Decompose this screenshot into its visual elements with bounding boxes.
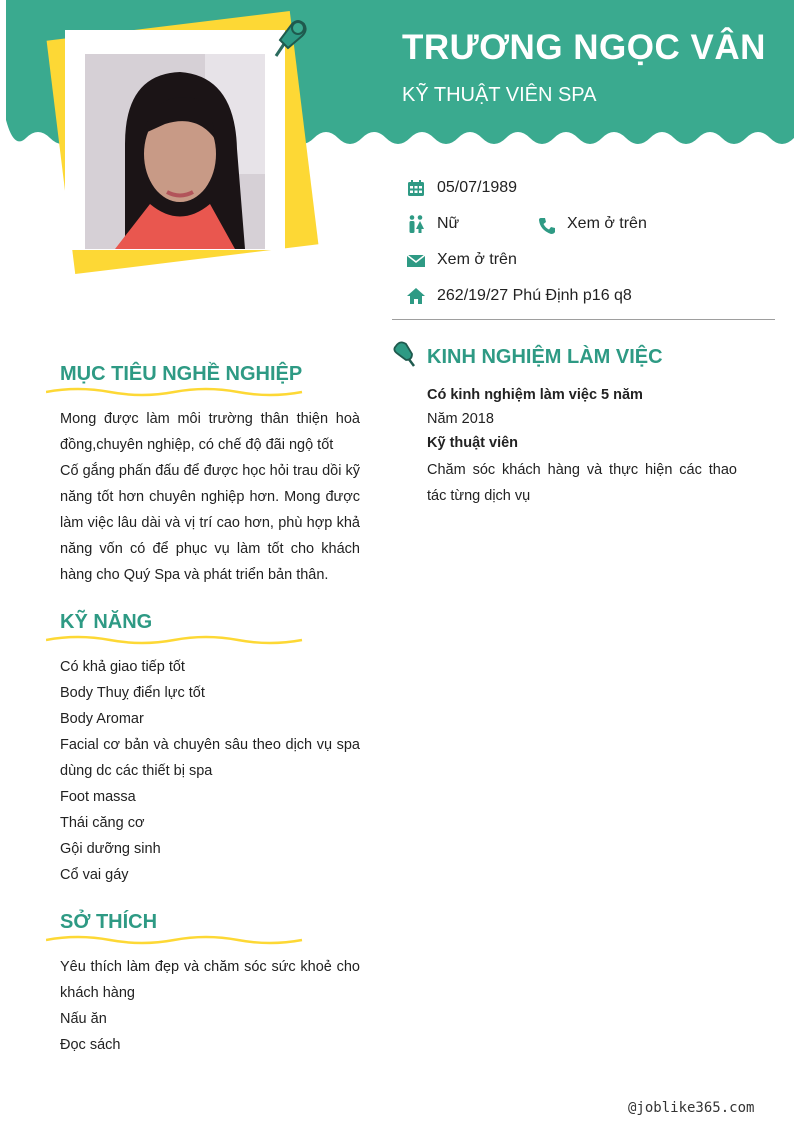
skills-list [60, 654, 360, 888]
home-icon [406, 286, 426, 306]
pin-icon [392, 340, 418, 368]
contact-divider [392, 319, 775, 320]
gender-icon [406, 214, 426, 234]
title-underline [46, 634, 304, 646]
hobbies-list [60, 954, 360, 1058]
hobbies-title: SỞ THÍCH [60, 911, 158, 933]
experience-company: Có kinh nghiệm làm việc 5 năm [427, 387, 643, 403]
list-item: Foot massa [60, 789, 136, 805]
email-text: Xem ở trên [437, 251, 517, 268]
candidate-name: TRƯƠNG NGỌC VÂN [402, 28, 766, 67]
email-icon [406, 251, 426, 271]
list-item: Body Aromar [60, 711, 144, 727]
pin-icon [268, 14, 308, 62]
objective-text [60, 406, 360, 588]
skills-title: KỸ NĂNG [60, 611, 153, 633]
watermark: @joblike365.com [628, 1100, 755, 1116]
title-underline [46, 934, 304, 946]
calendar-icon [406, 178, 426, 198]
list-item: Cổ vai gáy [60, 867, 129, 883]
list-item: Body Thuỵ điển lực tốt [60, 685, 205, 701]
address-text: 262/19/27 Phú Định p16 q8 [437, 287, 632, 304]
list-item: Facial cơ bản và chuyên sâu theo dịch vụ spa dùng dc các thiết bị spa [60, 737, 360, 779]
job-title: KỸ THUẬT VIÊN SPA [402, 84, 597, 106]
list-item: Có khả giao tiếp tốt [60, 659, 185, 675]
birthday-text: 05/07/1989 [437, 179, 518, 196]
list-item: Nấu ăn [60, 1011, 107, 1027]
list-item: Gội dưỡng sinh [60, 841, 161, 857]
objective-title: MỤC TIÊU NGHỀ NGHIỆP [60, 363, 303, 385]
experience-year: Năm 2018 [427, 411, 494, 427]
experience-title: KINH NGHIỆM LÀM VIỆC [427, 346, 663, 368]
phone-icon [537, 216, 557, 236]
gender-text: Nữ [437, 215, 460, 232]
experience-entry [427, 383, 737, 509]
title-underline [46, 386, 304, 398]
list-item: Yêu thích làm đẹp và chăm sóc sức khoẻ cho khách hàng [60, 959, 360, 1001]
profile-photo [85, 54, 265, 249]
experience-description: Chăm sóc khách hàng và thực hiện các thao tác từng dịch vụ [427, 462, 737, 504]
objective-paragraph: Mong được làm môi trường thân thiện hoà đồng,chuyên nghiệp, có chế độ đãi ngộ tốt [60, 411, 360, 453]
experience-position: Kỹ thuật viên [427, 435, 519, 451]
phone-text: Xem ở trên [567, 215, 647, 232]
list-item: Đọc sách [60, 1037, 121, 1053]
objective-paragraph: Cố gắng phấn đấu để được học hỏi trau dồi kỹ năng tốt hơn chuyên nghiệp hơn. Mong được làm việc lâu dài và vị trí cao hơn, phù hợp khả năng vốn có để phục vụ làm tốt cho khách hàng cho Quý Spa và phát triển bản thân. [60, 463, 360, 583]
list-item: Thái căng cơ [60, 815, 145, 831]
